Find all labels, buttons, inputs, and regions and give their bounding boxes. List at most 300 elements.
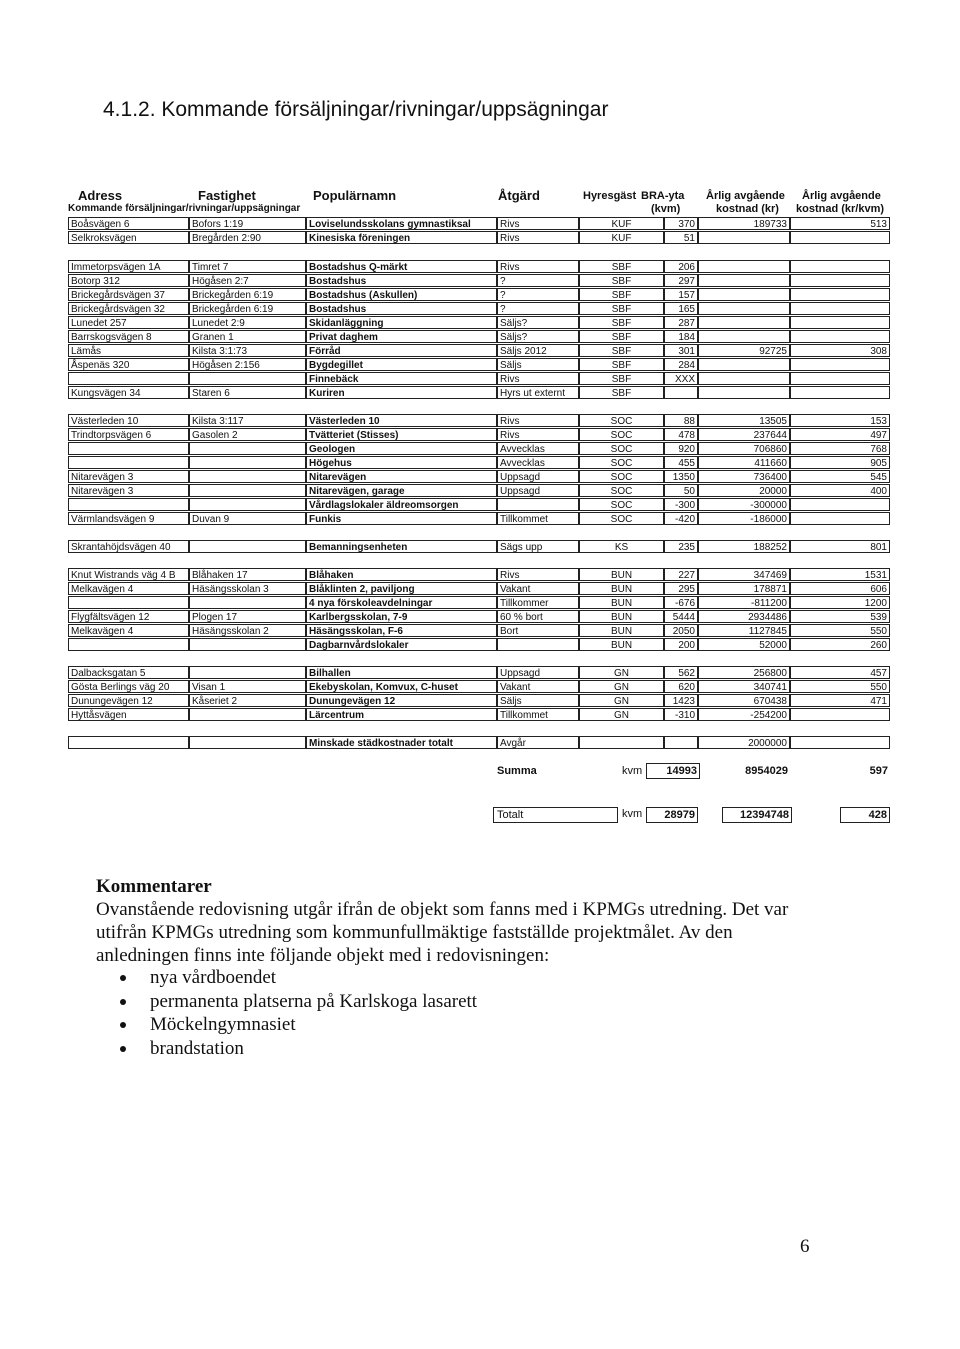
cell-bra-yta: 1350 [664,470,698,483]
table-row [68,680,890,693]
cell-fastighet: Blåhaken 17 [189,568,306,581]
col-header-popularnamn: Populärnamn [313,188,397,203]
list-item [118,1037,477,1061]
cell-bra-yta: 295 [664,582,698,595]
cell-adress: Hyttåsvägen [68,708,189,721]
table-row [68,456,890,469]
cell-kostnad-kr: 736400 [698,470,790,483]
cell-adress: Nitarevägen 3 [68,484,189,497]
cell-bra-yta: 165 [664,302,698,315]
cell-popularnamn: Bostadshus Q-märkt [306,260,497,273]
cell-kostnad-kr: 340741 [698,680,790,693]
table-row [68,582,890,595]
cell-kostnad-kvm: 457 [790,666,890,679]
cell-atgard: Uppsagd [497,666,579,679]
cell-bra-yta: 1423 [664,694,698,707]
cell-atgard: Säljs 2012 [497,344,579,357]
cell-atgard: Rivs [497,260,579,273]
page-number: 6 [800,1236,810,1257]
cell-kostnad-kr: 237644 [698,428,790,441]
cell-kostnad-kr: 189733 [698,217,790,230]
cell-atgard: Tillkommer [497,596,579,609]
cell-hyresgast: SBF [579,288,664,301]
cell-atgard: Sägs upp [497,540,579,553]
cell-kostnad-kvm [790,372,890,385]
summa-per-kvm: 597 [869,765,888,777]
cell-atgard: Rivs [497,217,579,230]
cell-hyresgast: KUF [579,231,664,244]
cell-atgard: Rivs [497,428,579,441]
cell-popularnamn: Skidanläggning [306,316,497,329]
cell-kostnad-kr: -254200 [698,708,790,721]
cell-atgard [497,638,579,651]
cell-kostnad-kr [698,386,790,399]
cell-kostnad-kr [698,358,790,371]
cell-atgard: Uppsagd [497,470,579,483]
list-item-text: brandstation [150,1037,244,1059]
cell-hyresgast: GN [579,666,664,679]
cell-popularnamn: Förråd [306,344,497,357]
cell-bra-yta: XXX [664,372,698,385]
cell-popularnamn: Finnebäck [306,372,497,385]
cell-popularnamn: Blåhaken [306,568,497,581]
cell-kostnad-kr [698,316,790,329]
cell-kostnad-kr: -186000 [698,512,790,525]
cell-adress: Selkroksvägen [68,231,189,244]
cell-fastighet [189,372,306,385]
cell-bra-yta: 284 [664,358,698,371]
cell-hyresgast: SBF [579,330,664,343]
cell-bra-yta: -676 [664,596,698,609]
table-row [68,260,890,273]
cell-kostnad-kr: 178871 [698,582,790,595]
col-header-fastighet: Fastighet [198,188,256,203]
cell-fastighet: Staren 6 [189,386,306,399]
cell-adress: Lunedet 257 [68,316,189,329]
cell-kostnad-kvm: 260 [790,638,890,651]
cell-hyresgast: SBF [579,344,664,357]
table-row [68,358,890,371]
cell-popularnamn: Ekebyskolan, Komvux, C-huset [306,680,497,693]
cell-kostnad-kvm: 606 [790,582,890,595]
table-row [68,274,890,287]
cell-atgard: Vakant [497,680,579,693]
cell-hyresgast: SOC [579,414,664,427]
cell-adress: Barrskogsvägen 8 [68,330,189,343]
cell-popularnamn: Häsängsskolan, F-6 [306,624,497,637]
table-row [68,330,890,343]
cell-kostnad-kr: 188252 [698,540,790,553]
cell-fastighet: Plogen 17 [189,610,306,623]
cell-kostnad-kvm [790,231,890,244]
cell-kostnad-kr: 411660 [698,456,790,469]
cell-adress [68,456,189,469]
summa-kr: 8954029 [745,765,788,777]
totalt-label: Totalt [493,807,618,823]
table-row [68,540,890,553]
cell-fastighet [189,638,306,651]
cell-popularnamn: Minskade städkostnader totalt [306,736,497,749]
cell-atgard: Säljs [497,694,579,707]
summa-unit: kvm [622,765,643,777]
cell-fastighet [189,456,306,469]
bullet-icon [120,999,126,1005]
table-row [68,302,890,315]
cell-popularnamn: 4 nya förskoleavdelningar [306,596,497,609]
cell-kostnad-kvm: 400 [790,484,890,497]
cell-bra-yta: 235 [664,540,698,553]
cell-hyresgast: BUN [579,610,664,623]
table-row [68,372,890,385]
cell-fastighet [189,540,306,553]
totalt-unit: kvm [622,808,643,820]
cell-bra-yta [664,736,698,749]
cell-hyresgast: SBF [579,316,664,329]
cell-adress [68,372,189,385]
cell-atgard: Tillkommet [497,512,579,525]
col-header-atgard: Åtgärd [498,188,540,203]
cell-hyresgast: SBF [579,260,664,273]
cell-atgard: Säljs [497,358,579,371]
cell-popularnamn: Blåklinten 2, paviljong [306,582,497,595]
cell-kostnad-kr: 13505 [698,414,790,427]
cell-bra-yta: 287 [664,316,698,329]
cell-bra-yta: 5444 [664,610,698,623]
cell-adress: Västerleden 10 [68,414,189,427]
table-row [68,708,890,721]
cell-popularnamn: Tvätteriet (Stisses) [306,428,497,441]
cell-hyresgast [579,736,664,749]
table-row [68,414,890,427]
cell-fastighet: Kilsta 3:117 [189,414,306,427]
cell-fastighet [189,442,306,455]
cell-kostnad-kr [698,288,790,301]
col-header-arlig-kvm-unit: kostnad (kr/kvm) [796,203,885,215]
cell-kostnad-kr: 20000 [698,484,790,497]
cell-hyresgast: SBF [579,274,664,287]
cell-fastighet: Kåseriet 2 [189,694,306,707]
cell-atgard: Hyrs ut externt [497,386,579,399]
cell-kostnad-kvm [790,316,890,329]
cell-kostnad-kvm [790,260,890,273]
table-row [68,498,890,511]
cell-hyresgast: SOC [579,498,664,511]
cell-kostnad-kvm [790,274,890,287]
cell-atgard: ? [497,274,579,287]
cell-bra-yta: 227 [664,568,698,581]
cell-kostnad-kr: -811200 [698,596,790,609]
cell-atgard: Uppsagd [497,484,579,497]
kommentarer-body: Ovanstående redovisning utgår ifrån de objekt som fanns med i KPMGs utredning. Det var utifrån KPMGs utredning som kommunfullmäktige fastställde projektmålet. Av den anledningen finns inte följande objekt med i redovisningen: [96,899,789,966]
cell-kostnad-kvm [790,498,890,511]
cell-kostnad-kvm: 513 [790,217,890,230]
cell-adress: Dunungevägen 12 [68,694,189,707]
table-row [68,428,890,441]
cell-popularnamn: Bostadshus (Askullen) [306,288,497,301]
cell-bra-yta: 301 [664,344,698,357]
table-row [68,470,890,483]
cell-fastighet: Bregården 2:90 [189,231,306,244]
cell-adress: Kungsvägen 34 [68,386,189,399]
cell-kostnad-kvm [790,302,890,315]
table-row [68,484,890,497]
cell-kostnad-kvm: 550 [790,624,890,637]
cell-kostnad-kr [698,330,790,343]
cell-kostnad-kvm [790,512,890,525]
cell-bra-yta: 51 [664,231,698,244]
table-row [68,736,890,749]
cell-fastighet [189,708,306,721]
cell-popularnamn: Privat daghem [306,330,497,343]
table-row [68,231,890,244]
cell-fastighet: Visan 1 [189,680,306,693]
cell-bra-yta: 206 [664,260,698,273]
cell-adress: Botorp 312 [68,274,189,287]
cell-hyresgast: KUF [579,217,664,230]
cell-adress: Gösta Berlings väg 20 [68,680,189,693]
col-header-adress: Adress [78,188,123,203]
cell-bra-yta: -310 [664,708,698,721]
cell-bra-yta: 562 [664,666,698,679]
cell-adress: Melkavägen 4 [68,582,189,595]
cell-adress: Boåsvägen 6 [68,217,189,230]
cell-adress: Immetorpsvägen 1A [68,260,189,273]
cell-atgard: Avvecklas [497,442,579,455]
cell-atgard: 60 % bort [497,610,579,623]
cell-adress: Knut Wistrands väg 4 B [68,568,189,581]
cell-kostnad-kvm: 539 [790,610,890,623]
cell-kostnad-kvm [790,386,890,399]
cell-adress: Skrantahöjdsvägen 40 [68,540,189,553]
cell-hyresgast: GN [579,680,664,693]
cell-kostnad-kr: 670438 [698,694,790,707]
table-row [68,624,890,637]
cell-bra-yta: 50 [664,484,698,497]
cell-kostnad-kvm [790,288,890,301]
cell-kostnad-kr: 52000 [698,638,790,651]
kommentarer-title: Kommentarer [96,876,212,897]
cell-hyresgast: KS [579,540,664,553]
cell-bra-yta: 297 [664,274,698,287]
cell-atgard [497,498,579,511]
cell-adress [68,638,189,651]
cell-adress: Brickegårdsvägen 37 [68,288,189,301]
cell-hyresgast: SBF [579,302,664,315]
cell-kostnad-kvm: 308 [790,344,890,357]
table-row [68,512,890,525]
cell-hyresgast: SBF [579,372,664,385]
cell-fastighet: Brickegården 6:19 [189,302,306,315]
cell-bra-yta: 200 [664,638,698,651]
col-header-bra-unit: (kvm) [651,203,681,215]
cell-bra-yta: 370 [664,217,698,230]
cell-kostnad-kr [698,231,790,244]
cell-atgard: Rivs [497,414,579,427]
cell-kostnad-kr: 706860 [698,442,790,455]
cell-atgard: ? [497,302,579,315]
cell-kostnad-kvm: 497 [790,428,890,441]
cell-popularnamn: Bostadshus [306,274,497,287]
cell-atgard: Avgår [497,736,579,749]
cell-kostnad-kvm: 471 [790,694,890,707]
cell-kostnad-kvm: 153 [790,414,890,427]
cell-popularnamn: Bemanningsenheten [306,540,497,553]
cell-hyresgast: SOC [579,428,664,441]
cell-kostnad-kvm [790,330,890,343]
cell-popularnamn: Bygdegillet [306,358,497,371]
table-row [68,386,890,399]
cell-fastighet: Granen 1 [189,330,306,343]
bullet-icon [120,1022,126,1028]
list-item [118,990,477,1014]
cell-popularnamn: Funkis [306,512,497,525]
col-header-hyresgast: Hyresgäst [583,190,637,202]
cell-adress: Värmlandsvägen 9 [68,512,189,525]
totalt-kr: 12394748 [722,807,792,823]
cell-adress: Lämås [68,344,189,357]
cell-fastighet: Bofors 1:19 [189,217,306,230]
table-row [68,442,890,455]
cell-popularnamn: Kuriren [306,386,497,399]
cell-hyresgast: SBF [579,386,664,399]
cell-popularnamn: Nitarevägen, garage [306,484,497,497]
cell-atgard: Säljs? [497,330,579,343]
cell-hyresgast: SOC [579,512,664,525]
table-row [68,666,890,679]
cell-fastighet [189,484,306,497]
cell-kostnad-kvm: 545 [790,470,890,483]
table-row [68,344,890,357]
cell-adress: Nitarevägen 3 [68,470,189,483]
cell-atgard: Rivs [497,231,579,244]
cell-fastighet [189,736,306,749]
cell-popularnamn: Vårdlagslokaler äldreomsorgen [306,498,497,511]
cell-atgard: Rivs [497,372,579,385]
cell-popularnamn: Karlbergsskolan, 7-9 [306,610,497,623]
list-item-text: nya vårdboendet [150,967,277,988]
cell-adress: Åspenäs 320 [68,358,189,371]
cell-fastighet: Timret 7 [189,260,306,273]
cell-kostnad-kr [698,372,790,385]
cell-fastighet: Kilsta 3:1:73 [189,344,306,357]
col-header-arlig-kr: Årlig avgående [706,190,785,202]
cell-adress [68,736,189,749]
cell-fastighet: Duvan 9 [189,512,306,525]
cell-bra-yta: 2050 [664,624,698,637]
cell-fastighet: Häsängsskolan 2 [189,624,306,637]
cell-popularnamn: Lärcentrum [306,708,497,721]
bullet-icon [120,975,126,981]
summa-kvm: 14993 [646,763,700,779]
cell-kostnad-kr: 1127845 [698,624,790,637]
list-item [118,1013,477,1037]
cell-bra-yta: 157 [664,288,698,301]
cell-adress: Melkavägen 4 [68,624,189,637]
cell-fastighet: Lunedet 2:9 [189,316,306,329]
list-item-text: permanenta platserna på Karlskoga lasarett [150,990,478,1012]
table-row [68,596,890,609]
kommentarer-list [118,966,477,1060]
cell-hyresgast: BUN [579,596,664,609]
cell-atgard: Säljs? [497,316,579,329]
cell-atgard: Tillkommet [497,708,579,721]
cell-bra-yta: 455 [664,456,698,469]
totalt-kvm: 28979 [646,807,698,823]
cell-popularnamn: Västerleden 10 [306,414,497,427]
cell-hyresgast: SOC [579,470,664,483]
cell-hyresgast: SBF [579,358,664,371]
cell-adress [68,596,189,609]
cell-adress [68,442,189,455]
cell-fastighet: Gasolen 2 [189,428,306,441]
cell-kostnad-kr: 2934486 [698,610,790,623]
col-header-bra-yta: BRA-yta [641,190,685,202]
cell-popularnamn: Kinesiska föreningen [306,231,497,244]
section-heading: 4.1.2. Kommande försäljningar/rivningar/uppsägningar [103,98,609,121]
cell-fastighet: Häsängsskolan 3 [189,582,306,595]
totalt-per-kvm: 428 [840,807,890,823]
cell-adress [68,498,189,511]
cell-bra-yta [664,386,698,399]
cell-kostnad-kvm [790,736,890,749]
cell-bra-yta: 88 [664,414,698,427]
cell-kostnad-kr [698,260,790,273]
cell-popularnamn: Dagbarnvårdslokaler [306,638,497,651]
cell-atgard: Rivs [497,568,579,581]
cell-bra-yta: 478 [664,428,698,441]
cell-fastighet: Brickegården 6:19 [189,288,306,301]
cell-bra-yta: 620 [664,680,698,693]
cell-hyresgast: GN [579,708,664,721]
table-row [68,288,890,301]
col-header-arlig-kvm: Årlig avgående [802,190,881,202]
list-item [118,966,477,990]
cell-hyresgast: BUN [579,568,664,581]
cell-hyresgast: BUN [579,624,664,637]
cell-popularnamn: Högehus [306,456,497,469]
cell-popularnamn: Loviselundsskolans gymnastiksal [306,217,497,230]
cell-fastighet: Högåsen 2:156 [189,358,306,371]
table-row [68,610,890,623]
cell-hyresgast: BUN [579,582,664,595]
cell-kostnad-kvm: 768 [790,442,890,455]
cell-kostnad-kvm: 801 [790,540,890,553]
col-header-arlig-kr-unit: kostnad (kr) [716,203,779,215]
cell-fastighet [189,470,306,483]
cell-kostnad-kr [698,274,790,287]
cell-hyresgast: SOC [579,442,664,455]
cell-kostnad-kvm: 1200 [790,596,890,609]
cell-bra-yta: -420 [664,512,698,525]
cell-popularnamn: Bostadshus [306,302,497,315]
cell-popularnamn: Dunungevägen 12 [306,694,497,707]
cell-fastighet [189,596,306,609]
cell-hyresgast: SOC [579,456,664,469]
cell-adress: Dalbacksgatan 5 [68,666,189,679]
cell-atgard: Vakant [497,582,579,595]
list-item-text: Möckelngymnasiet [150,1014,296,1035]
cell-kostnad-kvm [790,708,890,721]
cell-adress: Flygfältsvägen 12 [68,610,189,623]
table-row [68,568,890,581]
cell-kostnad-kr: 256800 [698,666,790,679]
cell-popularnamn: Geologen [306,442,497,455]
bullet-icon [120,1046,126,1052]
cell-fastighet: Högåsen 2:7 [189,274,306,287]
cell-kostnad-kr: 2000000 [698,736,790,749]
cell-bra-yta: 184 [664,330,698,343]
cell-fastighet [189,666,306,679]
